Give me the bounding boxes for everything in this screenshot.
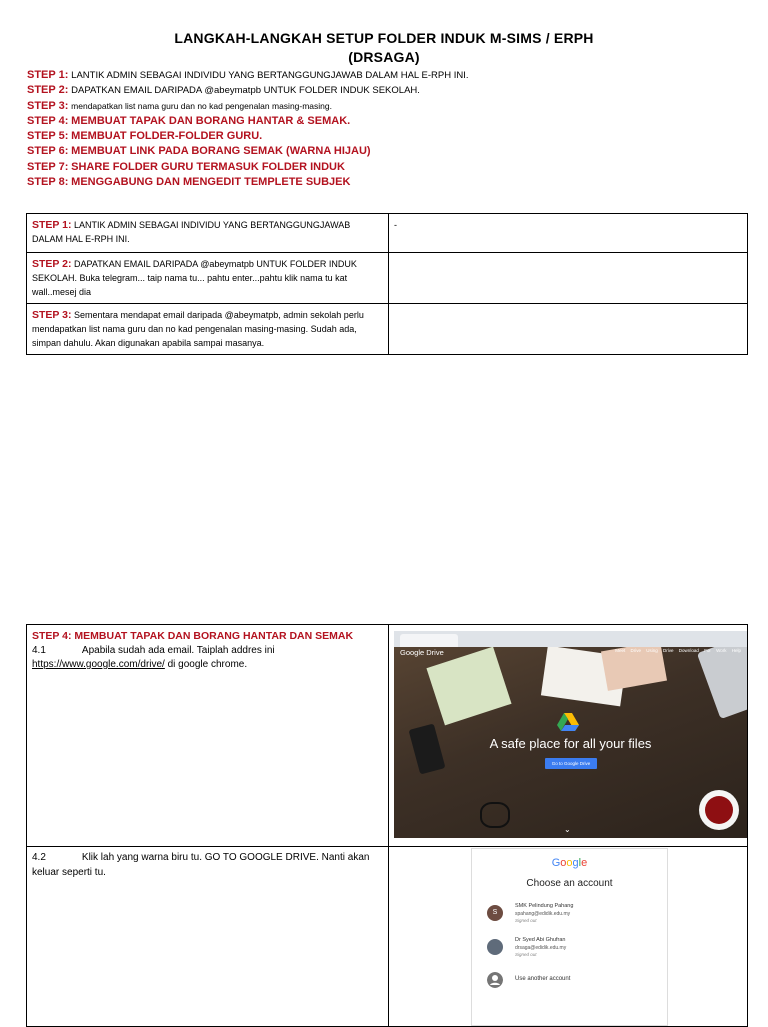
- step-label: STEP 8:: [27, 176, 69, 189]
- step-label: STEP 5:: [27, 130, 69, 143]
- table-row: [27, 214, 748, 253]
- account-status: Signed out: [515, 918, 537, 923]
- step-text: LANTIK ADMIN SEBAGAI INDIVIDU YANG BERTANGGUNGJAWAB DALAM HAL E-RPH INI.: [32, 220, 351, 244]
- cell-note: [389, 253, 747, 257]
- cup-coffee: [705, 796, 733, 824]
- use-another-account-label: Use another account: [515, 976, 571, 982]
- step-list-item: [27, 129, 747, 144]
- steps-table: [26, 213, 748, 355]
- step-label: STEP 2:: [27, 84, 69, 97]
- chevron-down-icon: ⌄: [564, 825, 571, 834]
- step-text: MENGGABUNG DAN MENGEDIT TEMPLETE SUBJEK: [71, 176, 351, 189]
- step-list: [27, 68, 747, 190]
- step-text: MEMBUAT TAPAK DAN BORANG HANTAR & SEMAK.: [71, 114, 351, 127]
- step-list-item: [27, 114, 747, 129]
- step-label: STEP 4:: [27, 114, 69, 127]
- step-label: STEP 1:: [32, 219, 72, 231]
- step-label: STEP 7:: [27, 160, 69, 173]
- step-4-1-line: [32, 644, 383, 659]
- step-list-item: [27, 160, 747, 175]
- step-number: 4.1: [32, 644, 46, 656]
- step-label: STEP 3:: [32, 309, 72, 321]
- step-text: Klik lah yang warna biru tu. GO TO GOOGLE DRIVE. Nanti akan keluar seperti tu.: [32, 852, 370, 878]
- table-cell: [389, 214, 748, 253]
- avatar: S: [487, 905, 503, 921]
- person-icon: [487, 972, 503, 988]
- account-email: spahang@edidik.edu.my: [515, 911, 571, 917]
- account-name: SMK Pelindung Pahang: [515, 903, 574, 909]
- step-list-item: [27, 68, 747, 83]
- step4-heading: STEP 4: MEMBUAT TAPAK DAN BORANG HANTAR DAN SEMAK: [32, 630, 354, 642]
- step-label: STEP 1:: [27, 69, 69, 81]
- step-text: MEMBUAT FOLDER-FOLDER GURU.: [71, 130, 263, 143]
- chooser-title: Choose an account: [526, 878, 613, 889]
- step-list-item: [27, 99, 747, 114]
- step-text: LANTIK ADMIN SEBAGAI INDIVIDU YANG BERTANGGUNGJAWAB DALAM HAL E-RPH INI.: [71, 70, 469, 81]
- google-drive-logo-icon: [557, 713, 579, 731]
- desk-paper: [426, 647, 511, 726]
- step-label: STEP 3:: [27, 99, 69, 112]
- cell-note: [389, 304, 747, 308]
- step-list-item: [27, 175, 747, 190]
- step-text: SHARE FOLDER GURU TERMASUK FOLDER INDUK: [71, 160, 345, 173]
- table-cell: [389, 253, 748, 304]
- table-row: [27, 304, 748, 355]
- drive-headline: A safe place for all your files: [489, 736, 652, 751]
- drive-brand: Google Drive: [400, 648, 444, 657]
- table-cell: [27, 625, 389, 847]
- table-cell: [27, 304, 389, 355]
- browser-chrome: [394, 631, 747, 647]
- step-text: mendapatkan list nama guru dan no kad pengenalan masing-masing.: [71, 100, 332, 111]
- drive-menu: Meet Drive Using Drive Download For Work Help: [615, 648, 741, 653]
- step-4-1-link-line: [32, 658, 383, 673]
- table-row: [27, 253, 748, 304]
- google-drive-link[interactable]: https://www.google.com/drive/: [32, 659, 165, 670]
- step-text: MEMBUAT LINK PADA BORANG SEMAK (WARNA HIJAU): [71, 145, 371, 158]
- google-drive-screenshot: [394, 631, 747, 838]
- table-cell: [27, 214, 389, 253]
- account-name: Dr Syed Abi Ghufran: [515, 937, 566, 943]
- step-number: 4.2: [32, 852, 46, 863]
- step-label: STEP 2:: [32, 258, 72, 270]
- go-to-drive-button[interactable]: Go to Google Drive: [545, 758, 597, 769]
- google-logo: Google: [551, 857, 588, 869]
- cell-note: -: [394, 220, 397, 230]
- link-suffix: di google chrome.: [164, 659, 248, 670]
- document-title: LANGKAH-LANGKAH SETUP FOLDER INDUK M-SIMS / ERPH: [174, 30, 594, 46]
- step-label: STEP 6:: [27, 145, 69, 158]
- avatar: [487, 939, 503, 955]
- account-chooser-screenshot: [471, 848, 668, 1026]
- step-list-item: [27, 83, 747, 98]
- step-text: DAPATKAN EMAIL DARIPADA @abeymatpb UNTUK FOLDER INDUK SEKOLAH.: [71, 85, 420, 97]
- step-text: Sementara mendapat email daripada @abeymatpb, admin sekolah perlu mendapatkan list nama guru dan no kad pengenalan masing-masing. Sudah ada, simpan dahulu. Akan digunakan apabila sampai masanya.: [32, 310, 364, 348]
- step-text: Apabila sudah ada email. Taiplah addres ini: [81, 644, 275, 656]
- table-cell: [389, 304, 748, 355]
- account-email: drsaga@edidik.edu.my: [515, 945, 567, 951]
- glasses-photo: [480, 802, 510, 828]
- browser-tab: [400, 634, 458, 647]
- step-list-item: [27, 144, 747, 159]
- table-cell: [27, 847, 389, 1027]
- step-text: DAPATKAN EMAIL DARIPADA @abeymatpb UNTUK FOLDER INDUK SEKOLAH. Buka telegram... taip nama tu... pahtu enter...pahtu klik nama tu kat wall..mesej dia: [32, 259, 357, 297]
- document-subtitle: (DRSAGA): [348, 49, 420, 65]
- account-status: Signed out: [515, 952, 537, 957]
- table-cell: [27, 253, 389, 304]
